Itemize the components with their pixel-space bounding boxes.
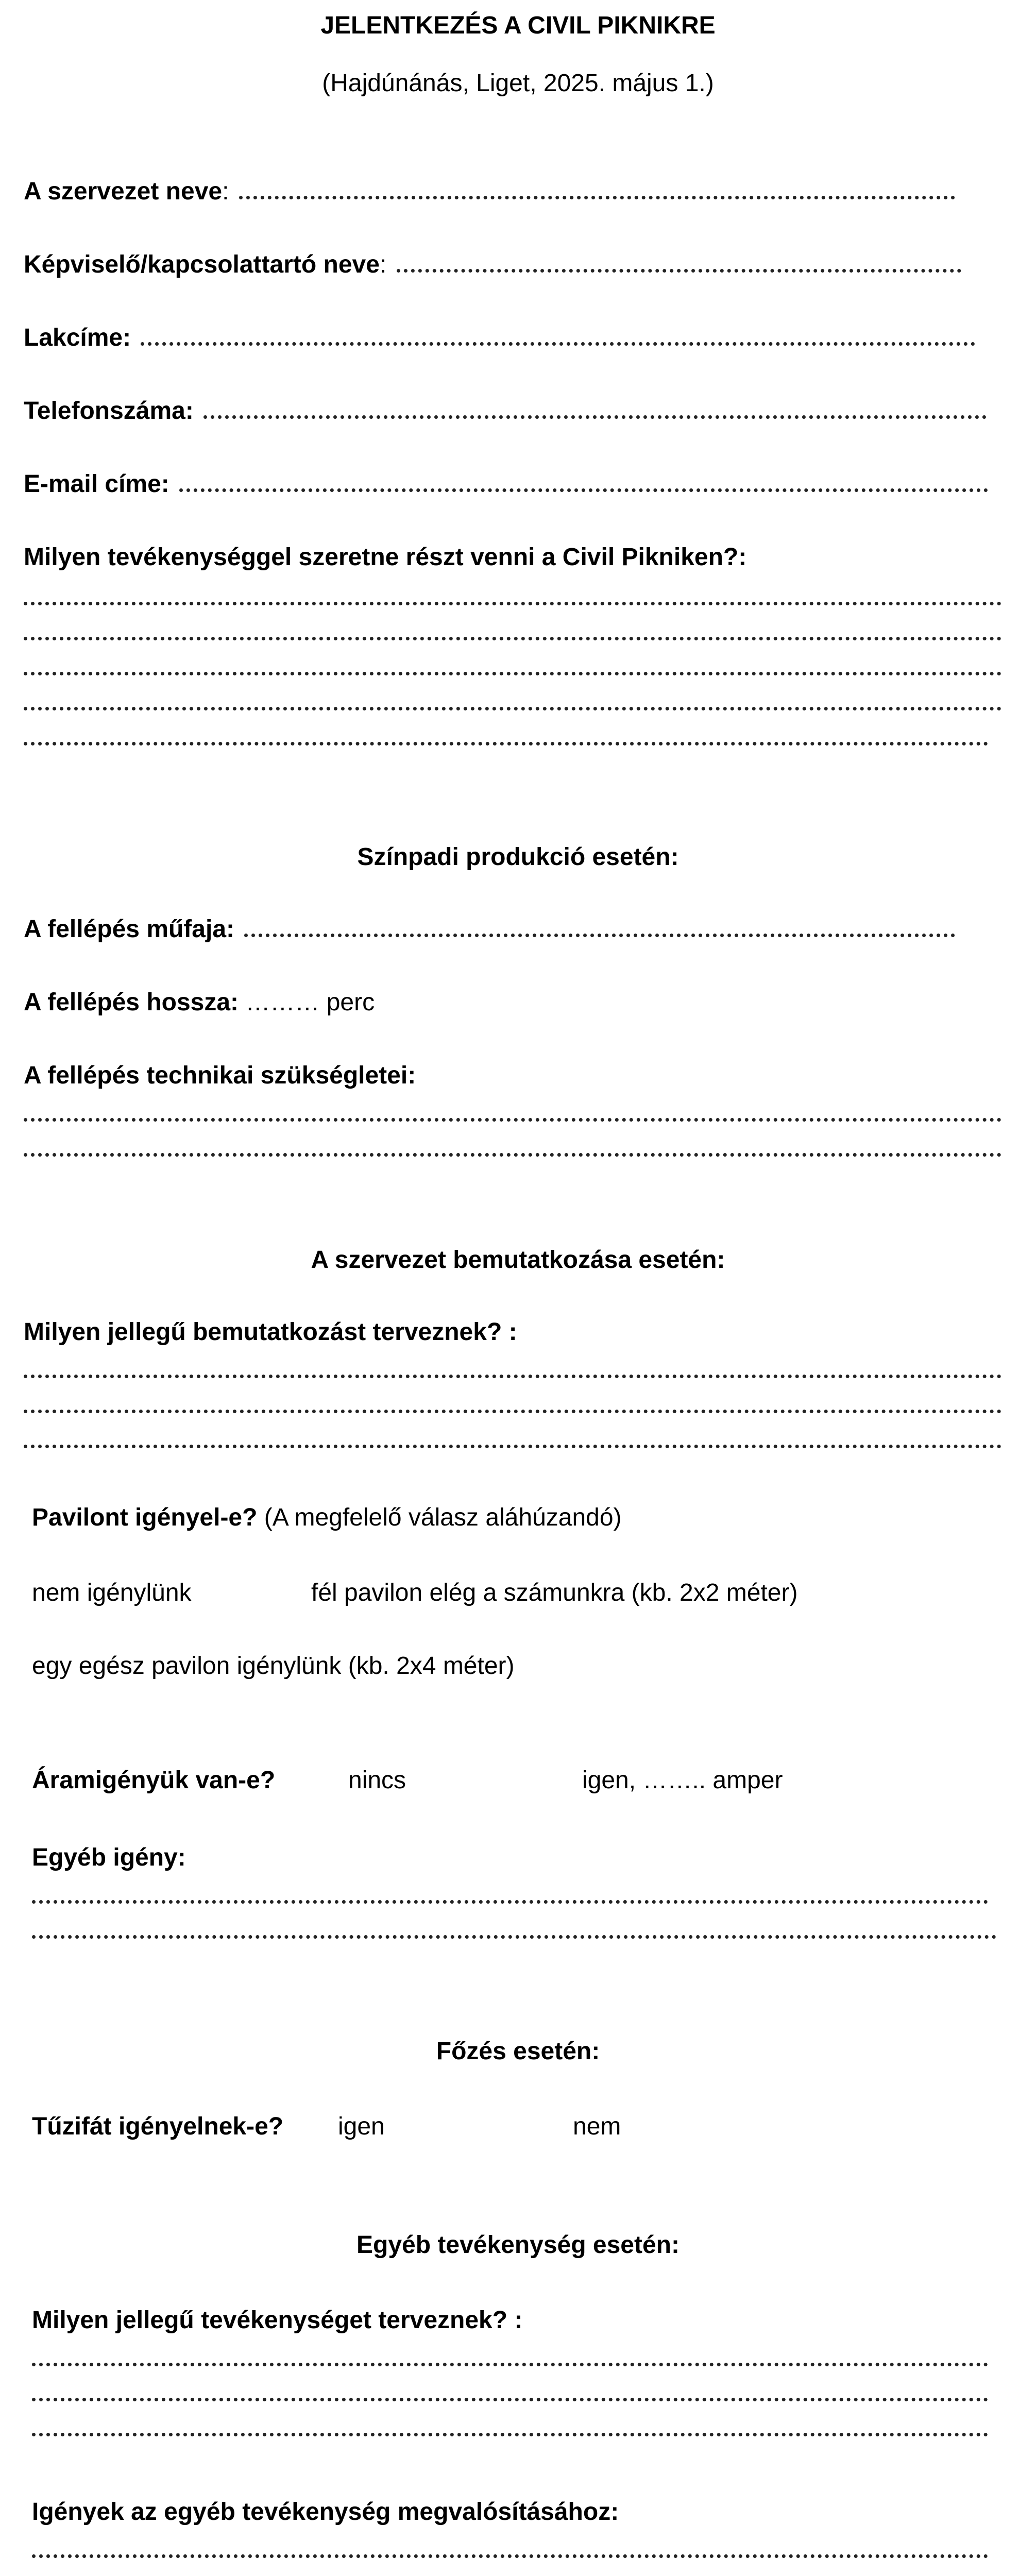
presentation-line-1[interactable] <box>24 1375 1001 1378</box>
pavilion-option-none[interactable]: nem igénylünk <box>32 1579 192 1606</box>
genre-row <box>24 917 955 942</box>
org-name-field[interactable] <box>239 196 955 199</box>
firewood-option-yes[interactable]: igen <box>338 2113 385 2140</box>
other-needs-line-1[interactable] <box>32 1900 988 1904</box>
address-label: Lakcíme: <box>24 324 131 351</box>
address-field[interactable] <box>141 342 975 346</box>
phone-field[interactable] <box>203 415 987 419</box>
pavilion-label: Pavilont igényel-e? <box>32 1504 258 1531</box>
pavilion-hint: (A megfelelő válasz aláhúzandó) <box>264 1504 622 1531</box>
firewood-option-no[interactable]: nem <box>573 2113 621 2140</box>
org-name-label: A szervezet neve <box>24 178 223 205</box>
length-unit: perc <box>326 989 375 1016</box>
presentation-line-3[interactable] <box>24 1445 1001 1448</box>
power-label: Áramigényük van-e? <box>32 1767 276 1794</box>
pavilion-row <box>32 1505 622 1530</box>
tech-label: A fellépés technikai szükségletei: <box>24 1062 416 1089</box>
org-name-row <box>24 179 955 204</box>
activity-line-4[interactable] <box>24 707 1001 710</box>
activity-line-2[interactable] <box>24 637 1001 640</box>
activity-line-1[interactable] <box>24 602 1001 605</box>
genre-field[interactable] <box>244 934 955 937</box>
activity-question: Milyen tevékenységgel szeretne részt venni a Civil Pikniken?: <box>24 544 747 571</box>
pavilion-option-half[interactable]: fél pavilon elég a számunkra (kb. 2x2 méter) <box>311 1579 798 1606</box>
genre-label: A fellépés műfaja: <box>24 916 235 943</box>
org-name-colon: : <box>222 178 229 205</box>
other-heading: Egyéb tevékenység esetén: <box>356 2231 680 2259</box>
firewood-label: Tűzifát igényelnek-e? <box>32 2113 284 2140</box>
phone-label: Telefonszáma: <box>24 397 194 425</box>
phone-row <box>24 399 987 423</box>
representative-field[interactable] <box>397 269 961 273</box>
representative-label: Képviselő/kapcsolattartó neve <box>24 251 380 278</box>
cooking-heading: Főzés esetén: <box>436 2038 600 2065</box>
email-label: E-mail címe: <box>24 470 169 498</box>
presentation-line-2[interactable] <box>24 1410 1001 1413</box>
other-needs-heading: Igények az egyéb tevékenység megvalósításához: <box>32 2498 619 2526</box>
other-needs-line-2[interactable] <box>32 1935 996 1939</box>
email-field[interactable] <box>179 488 988 492</box>
tech-line-2[interactable] <box>24 1153 1001 1157</box>
other-activity-line-2[interactable] <box>32 2398 988 2401</box>
length-row <box>24 990 375 1015</box>
pavilion-option-full[interactable]: egy egész pavilon igénylünk (kb. 2x4 méter) <box>32 1652 515 1680</box>
other-activity-line-1[interactable] <box>32 2363 988 2366</box>
other-requirements-line-1[interactable] <box>32 2554 988 2558</box>
form-title: JELENTKEZÉS A CIVIL PIKNIKRE <box>320 12 716 39</box>
representative-row <box>24 252 961 277</box>
power-option-yes[interactable]: igen, …….. amper <box>582 1767 783 1794</box>
tech-line-1[interactable] <box>24 1118 1001 1122</box>
stage-heading: Színpadi produkció esetén: <box>357 843 679 871</box>
email-row <box>24 472 988 497</box>
length-field[interactable]: ……… <box>245 989 320 1016</box>
representative-colon: : <box>379 251 387 278</box>
activity-line-5[interactable] <box>24 742 988 745</box>
presentation-question: Milyen jellegű bemutatkozást terveznek? : <box>24 1318 517 1346</box>
other-question: Milyen jellegű tevékenységet terveznek? : <box>32 2307 523 2334</box>
length-label: A fellépés hossza: <box>24 989 239 1016</box>
power-option-no[interactable]: nincs <box>348 1767 406 1794</box>
form-subtitle: (Hajdúnánás, Liget, 2025. május 1.) <box>322 70 714 97</box>
activity-line-3[interactable] <box>24 672 1001 675</box>
presentation-heading: A szervezet bemutatkozása esetén: <box>311 1246 725 1274</box>
other-needs-label: Egyéb igény: <box>32 1844 186 1871</box>
other-activity-line-3[interactable] <box>32 2433 988 2436</box>
address-row <box>24 326 975 350</box>
